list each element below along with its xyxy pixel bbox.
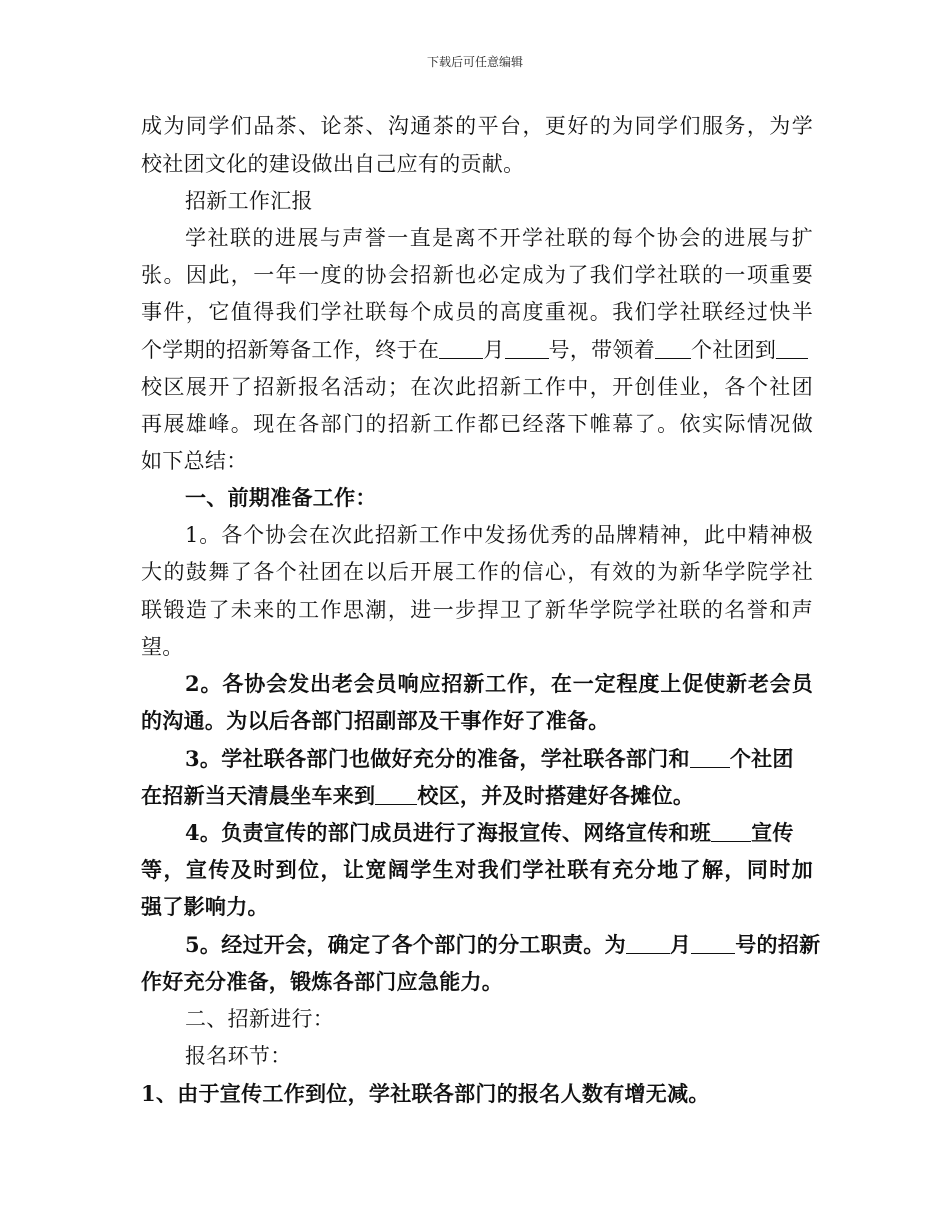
section-heading: 一、前期准备工作： [185, 485, 377, 510]
text-segment: 宣传 [751, 820, 794, 845]
fill-blank [690, 747, 730, 768]
fill-blank [375, 784, 417, 805]
paragraph-line: 校区展开了招新报名活动；在次此招新工作中，开创佳业，各个社团 [141, 375, 813, 399]
fill-blank [711, 821, 751, 842]
paragraph-line: 张。因此，一年一度的协会招新也必定成为了我们学社联的一项重要 [141, 263, 813, 287]
paragraph-line: 作好充分准备，锻炼各部门应急能力。 [141, 969, 504, 994]
fill-blank [776, 338, 808, 359]
fill-blank [691, 933, 735, 954]
fill-blank [655, 338, 691, 359]
paragraph-line: 学社联的进展与声誉一直是离不开学社联的每个协会的进展与扩 [185, 226, 813, 250]
paragraph-line-with-blanks [141, 782, 813, 810]
text-segment: 个社团 [729, 746, 794, 771]
text-segment: 号，带领着 [548, 338, 656, 362]
paragraph-line: 2。各协会发出老会员响应招新工作，在一定程度上促使新老会员 [185, 671, 813, 696]
text-segment: 号的招新 [735, 932, 821, 957]
text-segment: 在招新当天清晨坐车来到 [141, 783, 376, 808]
subsection-heading: 报名环节： [185, 1044, 292, 1068]
fill-blank [626, 933, 670, 954]
paragraph-line: 强了影响力。 [141, 894, 269, 919]
text-segment: 月 [483, 338, 505, 362]
fill-blank [505, 338, 549, 359]
paragraph-line: 再展雄峰。现在各部门的招新工作都已经落下帷幕了。依实际情况做 [141, 412, 813, 436]
paragraph-line-with-blanks [141, 819, 813, 847]
fill-blank [439, 338, 483, 359]
paragraph-line: 事件，它值得我们学社联每个成员的高度重视。我们学社联经过快半 [141, 300, 813, 324]
paragraph-line: 1。各个协会在次此招新工作中发扬优秀的品牌精神，此中精神极 [185, 523, 813, 547]
paragraph-line-with-blanks [141, 336, 813, 364]
section-heading: 二、招新进行： [185, 1007, 335, 1031]
text-segment: 5。经过开会，确定了各个部门的分工职责。为 [185, 932, 626, 957]
text-segment: 校区，并及时搭建好各摊位。 [417, 783, 695, 808]
paragraph-line: 的沟通。为以后各部门招副部及干事作好了准备。 [141, 708, 610, 733]
paragraph-line: 等，宣传及时到位，让宽阔学生对我们学社联有充分地了解，同时加 [141, 857, 813, 882]
text-segment: 3。学社联各部门也做好充分的准备，学社联各部门和 [185, 746, 690, 771]
paragraph-line: 如下总结： [141, 449, 248, 473]
paragraph-line: 1、由于宣传工作到位，学社联各部门的报名人数有增无减。 [141, 1081, 710, 1106]
text-segment: 月 [669, 932, 692, 957]
text-segment: 个社团到 [691, 338, 777, 362]
paragraph-line: 大的鼓舞了各个社团在以后开展工作的信心，有效的为新华学院学社 [141, 560, 813, 584]
page-header: 下载后可任意编辑 [426, 55, 523, 69]
section-title: 招新工作汇报 [185, 189, 313, 213]
paragraph-line-with-blanks [141, 745, 813, 773]
paragraph-line: 联锻造了未来的工作思潮，进一步捍卫了新华学院学社联的名誉和声 [141, 598, 813, 622]
paragraph-line: 成为同学们品茶、论茶、沟通茶的平台，更好的为同学们服务，为学 [141, 114, 813, 138]
text-segment: 4。负责宣传的部门成员进行了海报宣传、网络宣传和班 [185, 820, 712, 845]
paragraph-line: 望。 [141, 635, 184, 659]
paragraph-line-with-blanks [141, 931, 821, 959]
paragraph-line: 校社团文化的建设做出自己应有的贡献。 [141, 152, 525, 176]
text-segment: 个学期的招新筹备工作，终于在 [141, 338, 440, 362]
